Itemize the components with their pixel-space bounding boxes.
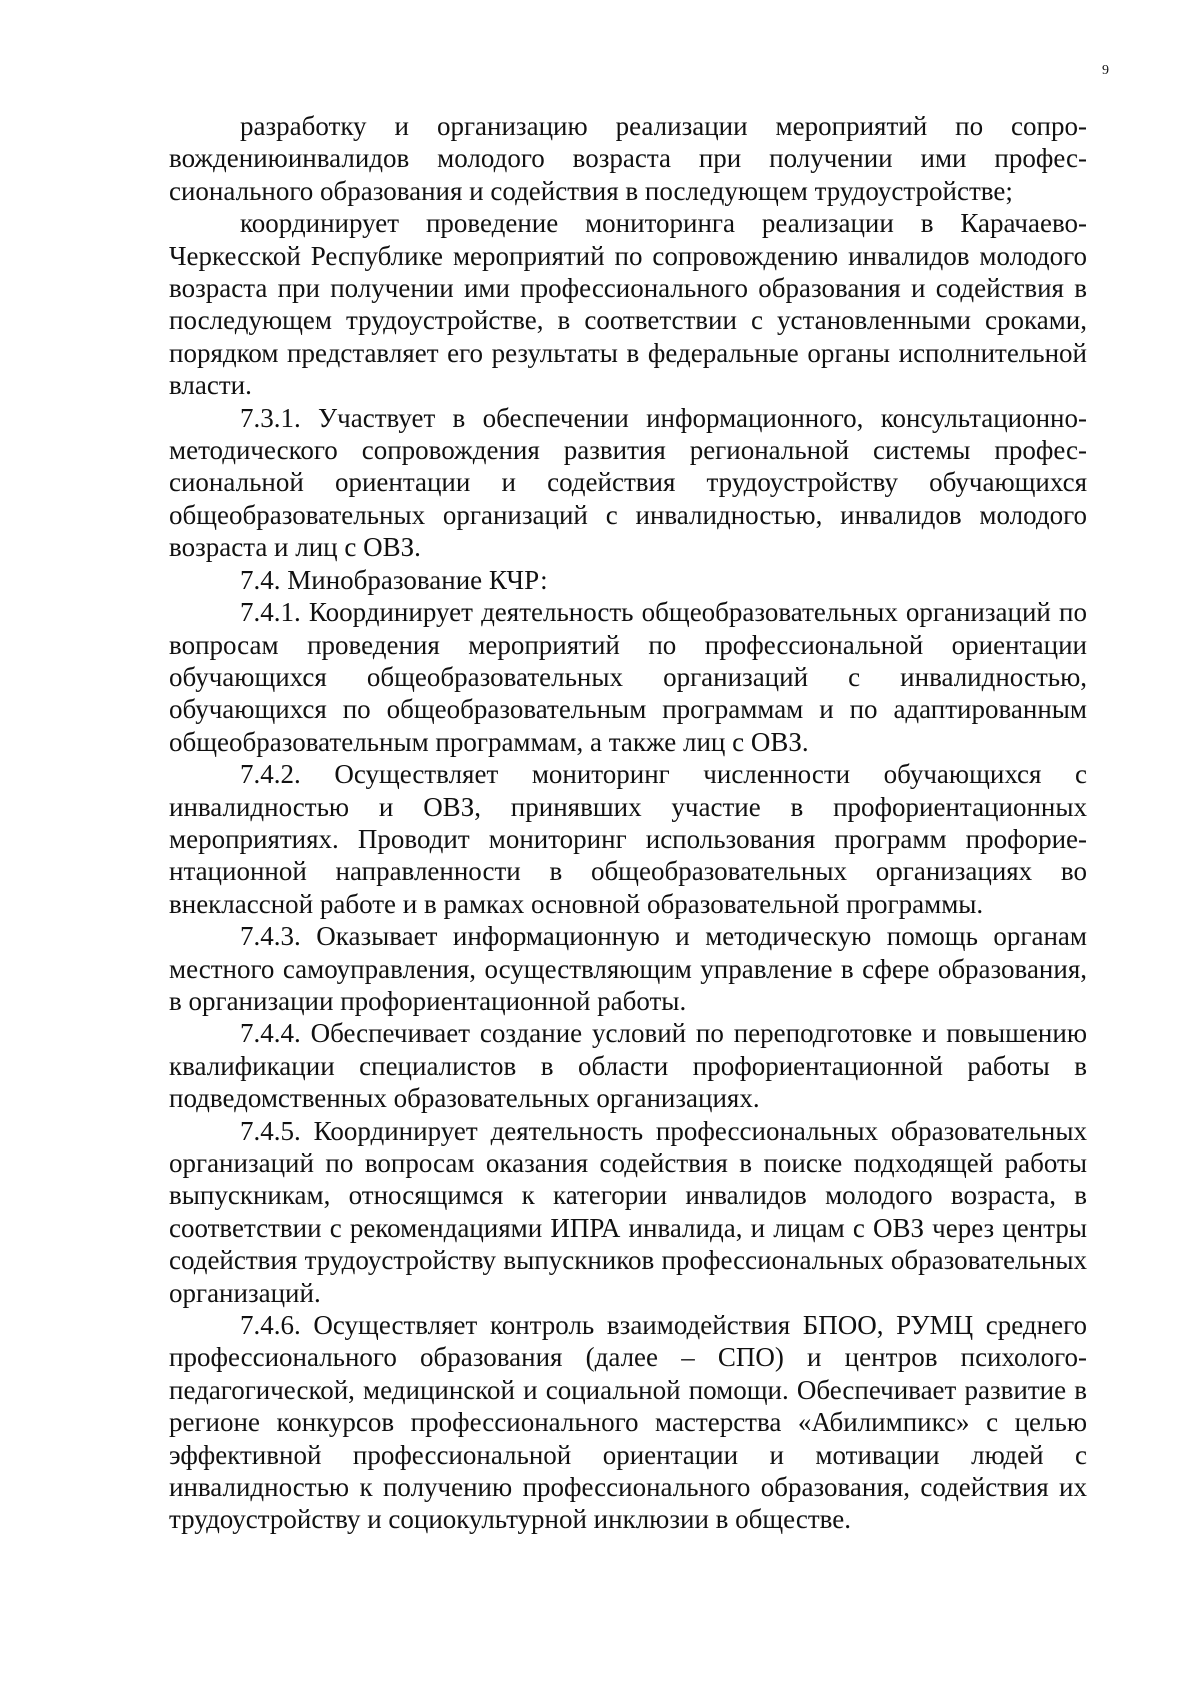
paragraph-7-4-4: 7.4.4. Обеспечивает создание условий по переподготовке и повышению квалификации специалистов в области профориентационной работы в подведомственных образовательных организациях. [169, 1018, 1087, 1114]
paragraph-7-4-3: 7.4.3. Оказывает информационную и методическую помощь органам местного самоуправления, осуществляющим управление в сфере образования, в организации профориентационной работы. [169, 921, 1087, 1016]
page-number: 9 [1102, 63, 1109, 78]
paragraph-continuation: разработку и организацию реализации мероприятий по сопровождениюинвалидов молодого возраста при получении ими профессионального образования и содействия в последующем трудоустройстве; [169, 111, 1087, 206]
paragraph-7-4-6: 7.4.6. Осуществляет контроль взаимодействия БПОО, РУМЦ среднего профессионального образования (далее – СПО) и центров психолого-педагогической, медицинской и социальной помощи. Обеспечивает развитие в регионе конкурсов профессионального мастерства «Абилимпикс» с целью эффективной профессиональной ориентации и мотивации людей с инвалидностью к получению профессионального образования, содействия их трудоустройству и социокультурной инклюзии в обществе. [169, 1310, 1087, 1535]
paragraph-7-4-2: 7.4.2. Осуществляет мониторинг численности обучающихся с инвалидностью и ОВЗ, принявших участие в профориентационных мероприятиях. Проводит мониторинг использования программ профориентационной направленности в общеобразовательных организациях во внеклассной работе и в рамках основной образовательной программы. [169, 759, 1087, 919]
paragraph-7-4-1: 7.4.1. Координирует деятельность общеобразовательных организаций по вопросам проведения мероприятий по профессиональной ориентации обучающихся общеобразовательных организаций с инвалидностью, обучающихся по общеобразовательным программам и по адаптированным общеобразовательным программам, а также лиц с ОВЗ. [169, 597, 1087, 757]
paragraph-7-4-5: 7.4.5. Координирует деятельность профессиональных образовательных организаций по вопросам оказания содействия в поиске подходящей работы выпускникам, относящимся к категории инвалидов молодого возраста, в соответствии с рекомендациями ИПРА инвалида, и лицам с ОВЗ через центры содействия трудоустройству выпускников профессиональных образовательных организаций. [169, 1115, 1087, 1308]
paragraph-monitoring-coordination: координирует проведение мониторинга реализации в Карачаево-Черкесской Республике мероприятий по сопровождению инвалидов молодого возраста при получении ими профессионального образования и содействия в последующем трудоустройстве, в соответствии с установленными сроками, порядком представляет его результаты в федеральные органы исполнительной власти. [169, 208, 1087, 401]
paragraph-7-3-1: 7.3.1. Участвует в обеспечении информационного, консультационно-методического сопровождения развития региональной системы профессиональной ориентации и содействия трудоустройству обучающихся общеобразовательных организаций с инвалидностью, инвалидов молодого возраста и лиц с ОВЗ. [169, 402, 1087, 563]
document-body [169, 110, 1087, 1536]
paragraph-7-4-heading: 7.4. Минобразование КЧР: [240, 564, 548, 595]
